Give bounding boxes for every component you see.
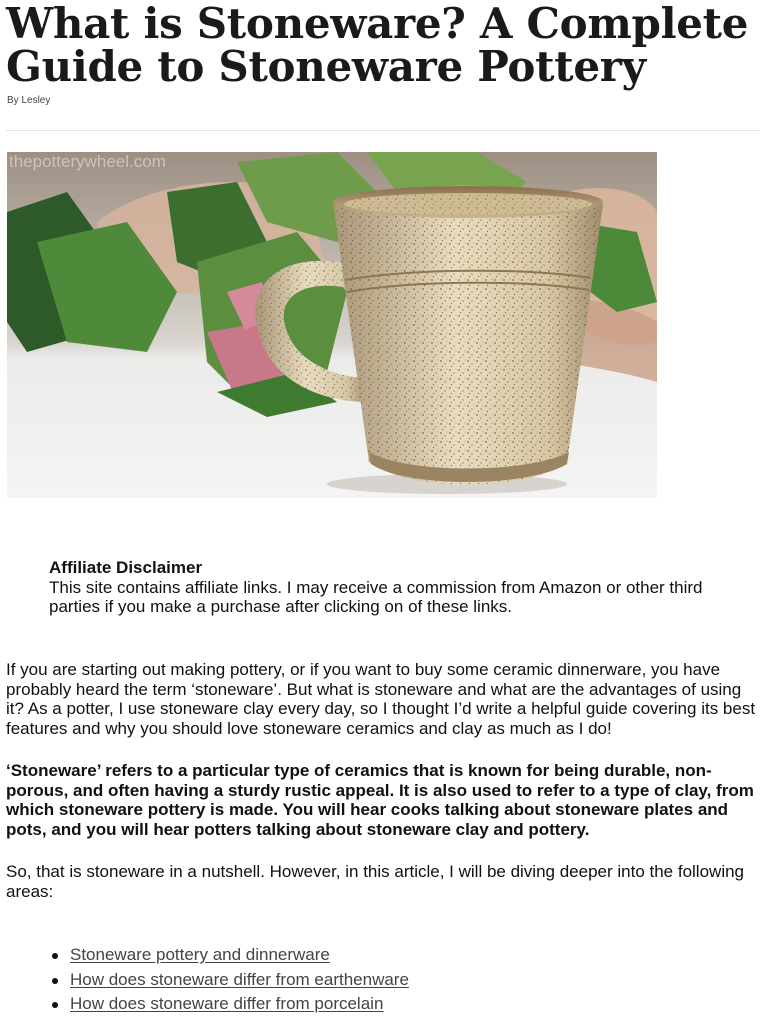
toc-link-dinnerware[interactable]: Stoneware pottery and dinnerware	[70, 945, 330, 964]
table-of-contents	[50, 943, 409, 1017]
intro-paragraph: If you are starting out making pottery, or if you want to buy some ceramic dinnerware, you have probably heard the term ‘stoneware’. But what is stoneware and what are the advantages of using it? As a potter, I use stoneware clay every day, so I thought I’d write a helpful guide covering its best features and why you should love stoneware ceramics and clay as much as I do!	[6, 660, 756, 738]
definition-paragraph: ‘Stoneware’ refers to a particular type of ceramics that is known for being durable, non-porous, and often having a sturdy rustic appeal. It is also used to refer to a type of clay, from which stoneware pottery is made. You will hear cooks talking about stoneware plates and pots, and you will hear potters talking about stoneware clay and pottery.	[6, 761, 754, 839]
hero-image	[7, 152, 657, 498]
mug-photo	[7, 152, 657, 498]
list-item	[50, 943, 409, 968]
toc-link-porcelain[interactable]: How does stoneware differ from porcelain	[70, 994, 384, 1013]
disclaimer-text: This site contains affiliate links. I may receive a commission from Amazon or other third parties if you make a purchase after clicking on of these links.	[49, 577, 703, 616]
list-item	[50, 992, 409, 1017]
image-watermark: thepotterywheel.com	[9, 152, 166, 171]
toc-link-earthenware[interactable]: How does stoneware differ from earthenware	[70, 969, 409, 989]
byline: By Lesley	[7, 95, 51, 106]
article-title: What is Stoneware? A Complete Guide to Stoneware Pottery	[6, 0, 749, 91]
divider	[6, 130, 760, 131]
disclaimer-title: Affiliate Disclaimer	[49, 558, 203, 577]
outline-paragraph: So, that is stoneware in a nutshell. However, in this article, I will be diving deeper into the following areas:	[6, 862, 745, 901]
list-item	[50, 968, 409, 993]
affiliate-disclaimer	[49, 558, 729, 617]
